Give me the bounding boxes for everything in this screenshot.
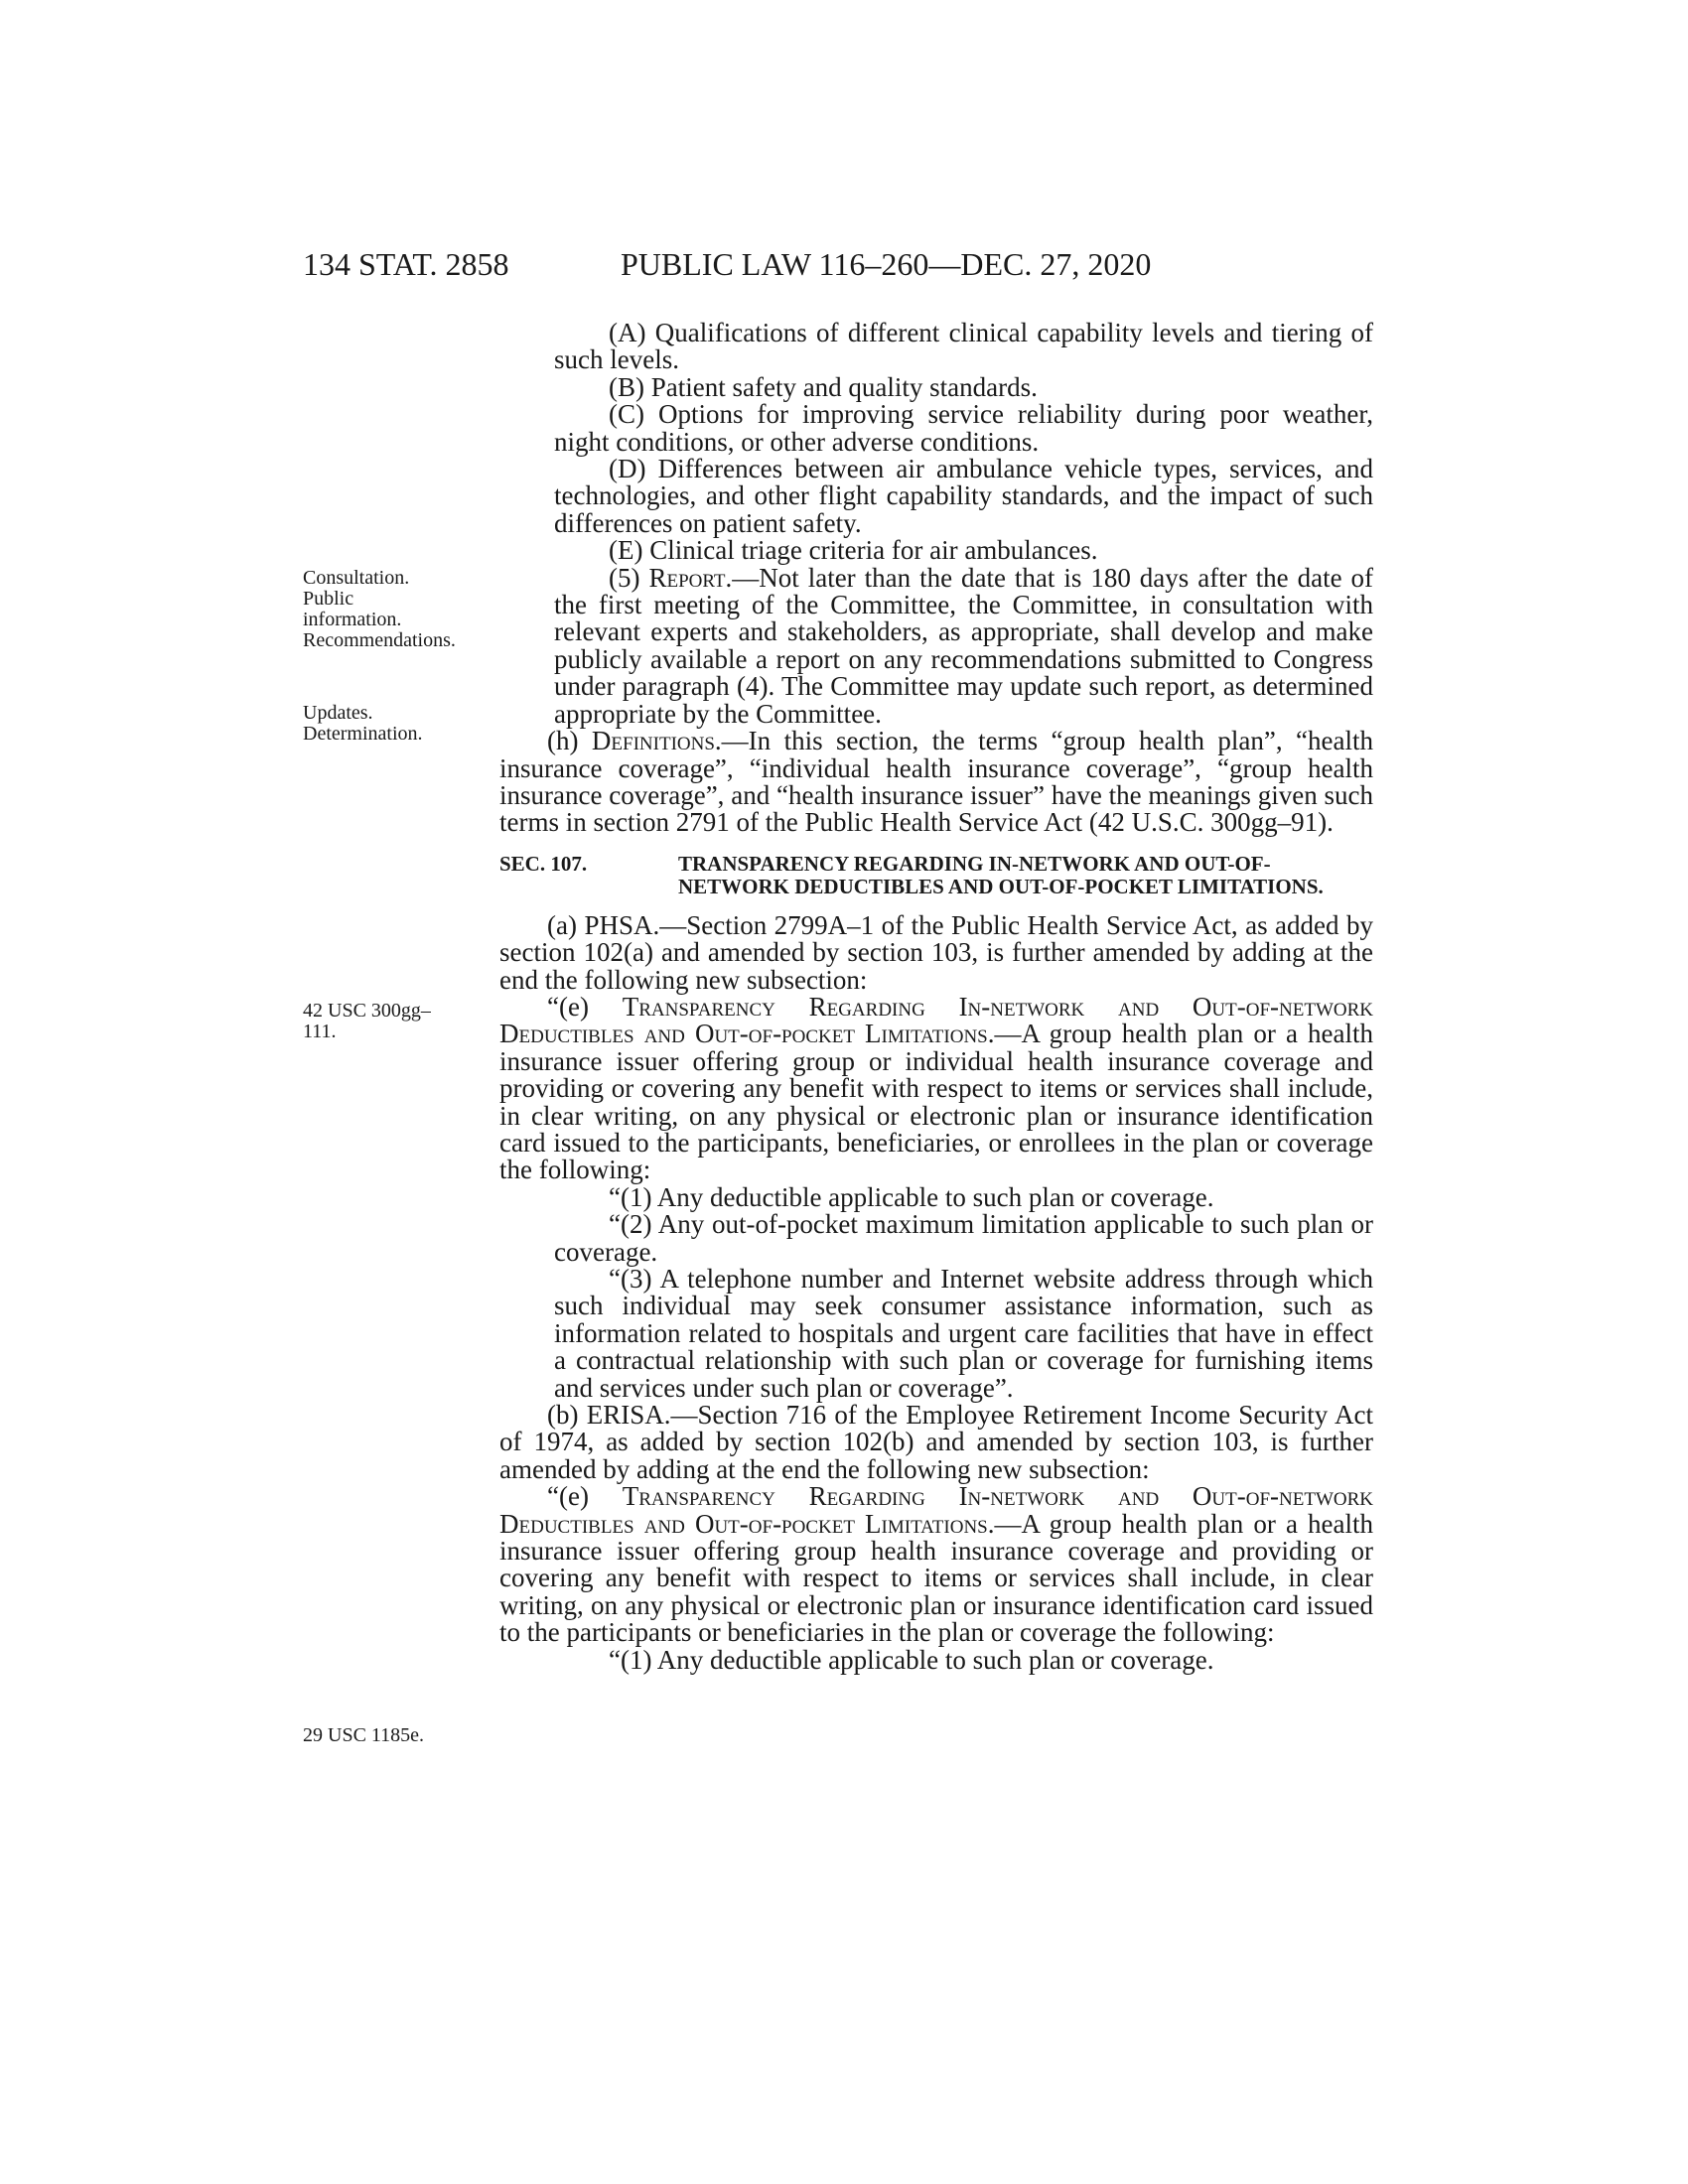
- subsection-h-definitions: [499, 728, 1373, 837]
- pb-lead: (b): [547, 1400, 587, 1431]
- p5-lead: (5): [609, 562, 649, 593]
- subsection-a-item-2: “(2) Any out-of-pocket maximum limitation applicable to such plan or coverage.: [554, 1209, 1373, 1267]
- margin-note-updates: Updates. Determination.: [303, 702, 423, 745]
- subsection-a-e: [499, 991, 1374, 1185]
- margin-note-29-usc: 29 USC 1185e.: [303, 1724, 425, 1746]
- section-title: TRANSPARENCY REGARDING IN-NETWORK AND OUT-OF-NETWORK DEDUCTIBLES AND OUT-OF-POCKET LIMITATIONS.: [678, 851, 1324, 898]
- pbe-lead: “(e): [547, 1481, 623, 1512]
- margin-note-consultation: Consultation. Public information. Recommendations.: [303, 567, 456, 651]
- subsection-a-phsa: [499, 909, 1373, 995]
- pa-heading: PHSA: [584, 909, 653, 940]
- pbe-text: .—A group health plan or a health insurance issuer offering group health insurance coverage and providing or covering any benefit with respect to items or services shall include, in clear writing, on any physical or electronic plan or insurance identification card issued to the participants or beneficiaries in the plan or coverage the following:: [499, 1508, 1373, 1648]
- pae-lead: “(e): [547, 991, 623, 1022]
- subpara-d: (D) Differences between air ambulance vehicle types, services, and technologies, and other flight capability standards, and the impact of such differences on patient safety.: [554, 454, 1373, 538]
- p5-heading: Report: [648, 562, 726, 593]
- subpara-b: (B) Patient safety and quality standards.: [609, 371, 1038, 402]
- subsection-a-item-1: “(1) Any deductible applicable to such plan or coverage.: [609, 1181, 1214, 1212]
- margin-note-42-usc: 42 USC 300gg–111.: [303, 1000, 431, 1042]
- pae-heading: Transparency Regarding In-network and Out-of-network Deductibles and Out-of-pocket Limitations: [499, 991, 1374, 1049]
- document-body: [499, 320, 1373, 1674]
- subpara-a: (A) Qualifications of different clinical capability levels and tiering of such levels.: [554, 318, 1373, 375]
- pa-lead: (a): [547, 909, 585, 940]
- page-running-title: PUBLIC LAW 116–260—DEC. 27, 2020: [621, 246, 1152, 282]
- subsection-b-erisa: [499, 1402, 1373, 1483]
- subpara-e: (E) Clinical triage criteria for air ambulances.: [609, 535, 1098, 566]
- page-stat-number: 134 STAT. 2858: [303, 246, 509, 282]
- subsection-b-item-1: “(1) Any deductible applicable to such plan or coverage.: [609, 1644, 1214, 1675]
- subsection-b-e: [499, 1483, 1373, 1646]
- pb-heading: ERISA: [586, 1400, 664, 1431]
- h-lead: (h): [547, 726, 592, 756]
- subpara-c: (C) Options for improving service reliability during poor weather, night conditions, or other adverse conditions.: [554, 399, 1373, 457]
- subsection-a-item-3: “(3) A telephone number and Internet website address through which such individual may seek consumer assistance information, such as information related to hospitals and urgent care facilities that have in effect a contractual relationship with such plan or coverage for furnishing items and services under such plan or coverage”.: [554, 1264, 1373, 1403]
- pa-text: .—Section 2799A–1 of the Public Health Service Act, as added by section 102(a) and amended by section 103, is further amended by adding at the end the following new subsection:: [499, 909, 1373, 995]
- section-number: SEC. 107.: [499, 851, 588, 876]
- pae-text: .—A group health plan or a health insurance issuer offering group or individual health insurance coverage and providing or covering any benefit with respect to items or services shall include, in clear writing, on any physical or electronic plan or insurance identification card issued to the participants, beneficiaries, or enrollees in the plan or coverage the following:: [499, 1019, 1373, 1185]
- h-text: .—In this section, the terms “group health plan”, “health insurance coverage”, “individual health insurance coverage”, “group health insurance coverage”, and “health insurance issuer” have the meanings given such terms in section 2791 of the Public Health Service Act (42 U.S.C. 300gg–91).: [499, 726, 1373, 838]
- section-heading: [499, 853, 1373, 898]
- p5-text: .—Not later than the date that is 180 days after the date of the first meeting of the Committee, the Committee, in consultation with relevant experts and stakeholders, as appropriate, shall develop and make publicly available a report on any recommendations submitted to Congress under paragraph (4). The Committee may update such report, as determined appropriate by the Committee.: [554, 562, 1374, 729]
- paragraph-5-report: [499, 562, 1374, 729]
- pbe-heading: Transparency Regarding In-network and Out-of-network Deductibles and Out-of-pocket Limitations: [499, 1481, 1374, 1539]
- h-heading: Definitions: [591, 726, 715, 756]
- pb-text: .—Section 716 of the Employee Retirement Income Security Act of 1974, as added by section 102(b) and amended by section 103, is further amended by adding at the end the following new subsection:: [499, 1400, 1373, 1484]
